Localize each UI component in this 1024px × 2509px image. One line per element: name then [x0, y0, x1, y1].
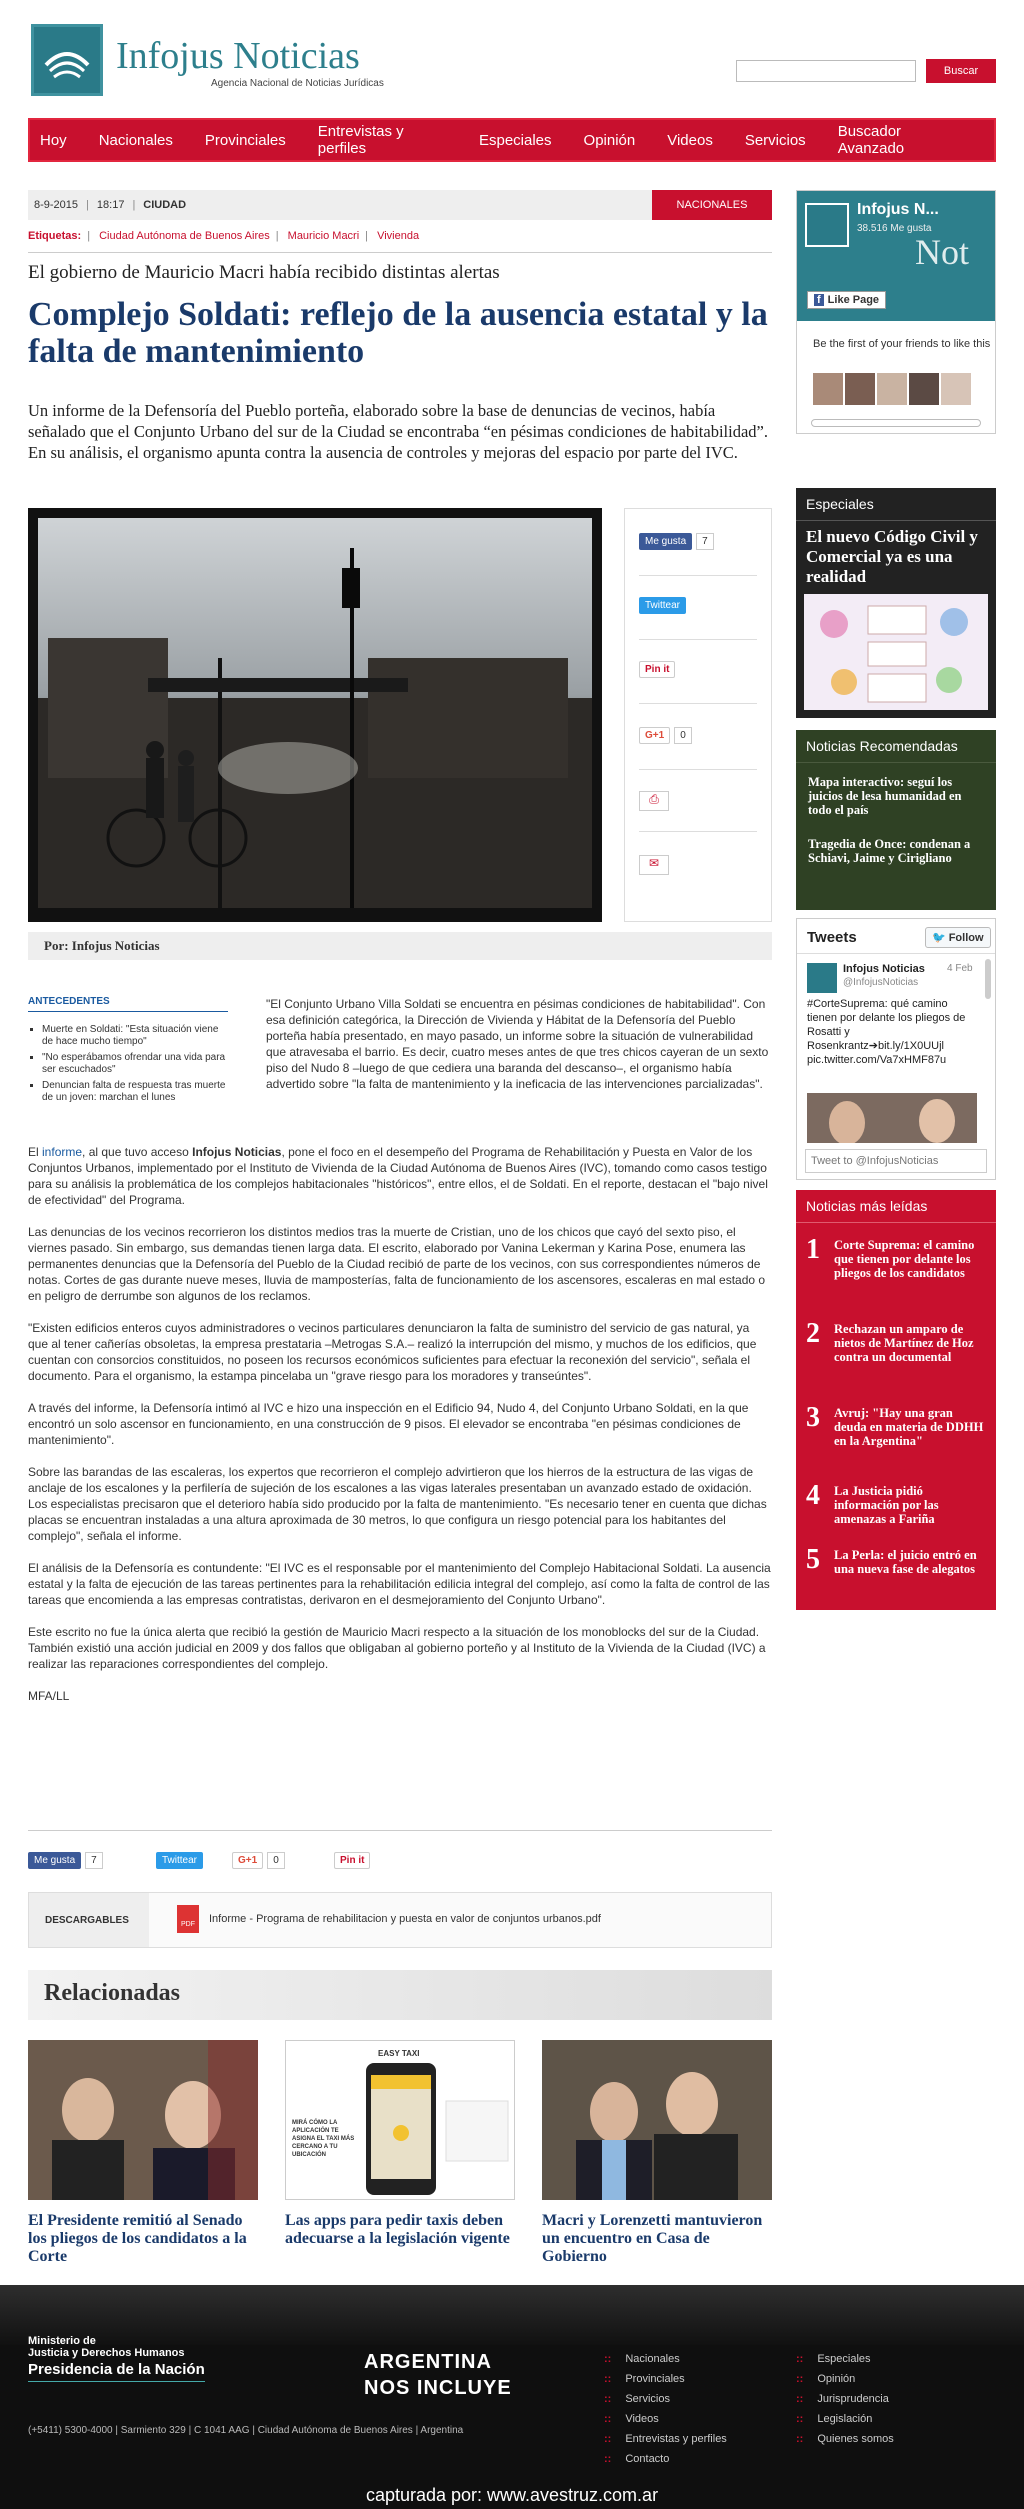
especiales-header: Especiales — [796, 488, 996, 521]
rank-number: 2 — [806, 1318, 820, 1349]
taxi-brand: EASY TAXI — [378, 2049, 420, 2058]
nav-entrevistas[interactable]: Entrevistas y perfiles — [317, 123, 404, 157]
footer-link[interactable]: :: Contacto — [604, 2449, 727, 2469]
footer-link[interactable]: :: Especiales — [796, 2349, 894, 2369]
antecedentes-box — [28, 996, 228, 1108]
mas-leida-item[interactable] — [796, 1480, 996, 1544]
mas-leida-item[interactable] — [796, 1318, 996, 1382]
article-lead: Un informe de la Defensoría del Pueblo porteña, elaborado sobre la base de denuncias de vecinos, había señalado que el Conjunto Urbano del sur de la Ciudad se encontraba “en pésimas condiciones de habitabilidad”. En su análisis, el organismo apunta contra la ausencia de controles y mejoras del espacio por parte del IVC. — [28, 401, 768, 462]
google-plus-button[interactable]: G+1 — [232, 1852, 263, 1869]
footer-link[interactable]: :: Legislación — [796, 2409, 894, 2429]
nav-especiales[interactable]: Especiales — [478, 131, 552, 149]
pinterest-button[interactable]: Pin it — [334, 1852, 370, 1869]
facebook-avatar[interactable] — [805, 203, 849, 247]
twitter-scrollbar[interactable] — [985, 959, 991, 999]
article-paragraph: El informe, al que tuvo acceso Infojus Noticias, pone el foco en el desempeño del Programa de Rehabilitación y Puesta en Valor de los Conjuntos Urbanos, implementado por el Instituto de Vivienda de la Ciudad Autónoma de Buenos Aires (IVC), tomando como casos testigo para su análisis la problemática de los complejos habitacionales "históricos", entre ellos, el de Soldati. En el reporte, destacan el "bajo nivel de efectividad" del Programa. — [28, 1145, 768, 1207]
pdf-icon: PDF — [177, 1905, 199, 1933]
downloads-box — [28, 1892, 772, 1948]
article-paragraph: Sobre las barandas de las escaleras, los expertos que recorrieron el complejo advirtieron que los hierros de la estructura de las vigas de anclaje de los escalones y la perfilería de sujeción de los escalones a las vigas laterales presentaban un avanzado estado de oxidación. Los especialistas precisaron que el deterioro había sido producido por la falta de mantenimiento. "Es necesario tener en cuenta que dichas placas se encuentran instaladas a una altura aproximada de 30 metros, lo que configura un riesgo potencial para los habitantes del complejo", señala el informe. — [28, 1465, 767, 1543]
mas-leida-link[interactable]: Corte Suprema: el camino que tienen por delante los pliegos de los candidatos — [834, 1238, 975, 1280]
presidencia-logo[interactable]: Presidencia de la Nación — [28, 2361, 205, 2382]
recomendada-link[interactable]: Mapa interactivo: seguí los juicios de lesa humanidad en todo el país — [808, 775, 962, 817]
article-date: 8-9-2015 — [34, 199, 79, 211]
facebook-icon: f — [814, 294, 824, 306]
mas-leida-link[interactable]: La Justicia pidió información por las amenazas a Fariña — [834, 1484, 939, 1526]
mas-leida-link[interactable]: Avruj: "Hay una gran deuda en materia de DDHH en la Argentina" — [834, 1406, 984, 1448]
related-image[interactable] — [28, 2040, 258, 2200]
antecedentes-title: ANTECEDENTES — [28, 996, 228, 1012]
mas-leida-link[interactable]: Rechazan un amparo de nietos de Martínez de Hoz contra un documental — [834, 1322, 974, 1364]
divider — [28, 252, 772, 253]
friend-avatar[interactable] — [813, 373, 843, 405]
related-image[interactable] — [285, 2040, 515, 2200]
pinterest-button[interactable]: Pin it — [639, 661, 675, 678]
search-button[interactable]: Buscar — [926, 59, 996, 83]
article-time: 18:17 — [96, 199, 125, 211]
related-card[interactable] — [542, 2040, 772, 2266]
antecedente-link[interactable]: ▪ Muerte en Soldati: "Esta situación viene de hace mucho tiempo" — [42, 1024, 228, 1048]
facebook-cover[interactable] — [797, 191, 995, 321]
nav-hoy[interactable]: Hoy — [40, 131, 67, 149]
main-nav — [28, 118, 996, 162]
recomendadas-header: Noticias Recomendadas — [796, 730, 996, 763]
twitter-bird-icon: 🐦 — [932, 932, 946, 944]
mas-leida-item[interactable] — [796, 1402, 996, 1466]
related-card[interactable] — [285, 2040, 515, 2248]
footer-link[interactable]: :: Nacionales — [604, 2349, 727, 2369]
facebook-like-page-button[interactable]: f Like Page — [807, 291, 886, 309]
article-paragraph: El análisis de la Defensoría es contundente: "El IVC es el responsable por el mantenimiento del Complejo Habitacional Soldati. La ausencia estatal y la falta de ejecución de las tareas pertinentes para la rehabilitación edilicia integral del complejo, así como la falta de control de las tareas que encomienda a las empresas contratistas, derivaron en el desmejoramiento del Conjunto Urbano". — [28, 1561, 771, 1607]
ministerio-logo[interactable]: Ministerio de Justicia y Derechos Humanos — [28, 2335, 185, 2359]
article-kicker: El gobierno de Mauricio Macri había recibido distintas alertas — [28, 262, 500, 283]
article-headline: Complejo Soldati: reflejo de la ausencia estatal y la falta de mantenimiento — [28, 296, 768, 370]
article-body — [28, 1144, 772, 1720]
friend-avatar[interactable] — [941, 373, 971, 405]
tags-label: Etiquetas: — [28, 230, 82, 242]
google-plus-button[interactable]: G+1 — [639, 727, 670, 744]
download-file-link[interactable]: Informe - Programa de rehabilitacion y puesta en valor de conjuntos urbanos.pdf — [209, 1913, 601, 1925]
capture-watermark: capturada por: www.avestruz.com.ar — [365, 2485, 659, 2505]
argentina-logo: ARGENTINA NOS INCLUYE — [364, 2351, 512, 2399]
downloads-label: DESCARGABLES — [29, 1893, 149, 1947]
article-paragraph: "Existen edificios enteros cuyos administradores o vecinos particulares denunciaron la falta de suministro del servicio de gas natural, ya que al tener cañerías obsoletas, la empresa prestataria –Metrogas S.A.– realizó la interrupción del mismo, y muchos de los edificios, que cuentan con consorcios constituidos, no poseen los recursos económicos suficientes para efectuar la reconexión del servicio", señala el documento. Para el organismo, la estampa pincelaba un "grave riesgo para los moradores y transeúntes". — [28, 1321, 757, 1383]
rank-number: 5 — [806, 1544, 820, 1575]
related-title[interactable]: Macri y Lorenzetti mantuvieron un encuentro en Casa de Gobierno — [542, 2212, 763, 2265]
tweet-image[interactable] — [807, 1093, 977, 1143]
footer-link[interactable]: :: Quienes somos — [796, 2429, 894, 2449]
related-title[interactable]: Las apps para pedir taxis deben adecuarse a la legislación vigente — [285, 2212, 510, 2247]
mas-leida-item[interactable] — [796, 1234, 996, 1298]
print-icon[interactable]: ⎙ — [639, 791, 669, 811]
footer-link[interactable]: :: Provinciales — [604, 2369, 727, 2389]
rank-number: 4 — [806, 1480, 820, 1511]
rank-number: 3 — [806, 1402, 820, 1433]
article-byline: Por: Infojus Noticias — [28, 932, 772, 960]
facebook-like-button[interactable]: Me gusta — [639, 533, 692, 550]
tag-link[interactable]: Mauricio Macri — [287, 230, 360, 242]
nav-provinciales[interactable]: Provinciales — [204, 131, 286, 149]
related-image[interactable] — [542, 2040, 772, 2200]
tweet-button[interactable]: Twittear — [639, 597, 686, 614]
facebook-page-widget — [796, 190, 996, 434]
article-paragraph: Las denuncias de los vecinos recorrieron los distintos medios tras la muerte de Cristian, uno de los chicos que cayó del sexto piso, el viernes pasado. Sin embargo, sus demandas tienen larga data. El escrito, elaborado por Vanina Lekerman y Karina Pose, enumera las permanentes denuncias que la Defensoría del Pueblo de la Ciudad recibió de parte de los vecinos, con sus correspondientes números de notas. Cortes de gas durante nueve meses, lluvia de mamposterías, falta de funcionamiento de los ascensores, escaleras en mal estado o en peligro de derrumbe son algunos de los reclamos. — [28, 1225, 766, 1303]
twitter-widget — [796, 918, 996, 1180]
footer-links-col1 — [604, 2349, 727, 2469]
tweet-date[interactable]: 4 Feb — [947, 963, 973, 974]
especiales-title[interactable]: El nuevo Código Civil y Comercial ya es una realidad — [806, 527, 978, 586]
logo-icon[interactable] — [31, 24, 103, 96]
tag-link[interactable]: Vivienda — [377, 230, 420, 242]
related-card[interactable] — [28, 2040, 258, 2266]
mas-leidas-header: Noticias más leídas — [796, 1190, 996, 1223]
tag-link[interactable]: Ciudad Autónoma de Buenos Aires — [99, 230, 270, 242]
section-badge[interactable]: NACIONALES — [652, 190, 772, 220]
facebook-cover-logo: Not — [915, 232, 969, 272]
taxi-text: MIRÁ CÓMO LA APLICACIÓN TE ASIGNA EL TAXI MÁS CERCANO A TU UBICACIÓN — [292, 2120, 355, 2158]
footer-link[interactable]: :: Videos — [604, 2409, 727, 2429]
rank-number: 1 — [806, 1234, 820, 1265]
tags-row: Etiquetas: | Ciudad Autónoma de Buenos Aires | Mauricio Macri | Vivienda — [28, 230, 420, 242]
tweet-handle[interactable]: @InfojusNoticias — [843, 977, 919, 988]
facebook-count: 7 — [696, 533, 714, 550]
nav-nacionales[interactable]: Nacionales — [98, 131, 173, 149]
footer-links-col2 — [796, 2349, 894, 2449]
article-photo — [28, 508, 602, 922]
especiales-widget — [796, 488, 996, 718]
site-footer — [0, 2285, 1024, 2509]
twitter-header: Tweets — [807, 929, 857, 946]
tweet-reply-input[interactable]: Tweet to @InfojusNoticias — [805, 1149, 987, 1173]
share-column — [624, 508, 772, 922]
article-paragraph: A través del informe, la Defensoría intimó al IVC e hizo una inspección en el Edificio 94, Nudo 4, del Conjunto Urbano Soldati, en la que encontró un solo ascensor en funcionamiento, en una construcción de 9 pisos. El elevador se encontraba "en pésimas condiciones de mantenimiento". — [28, 1401, 749, 1447]
article-meta: 8-9-2015 | 18:17 | CIUDAD — [28, 190, 772, 220]
article-city: CIUDAD — [143, 199, 187, 211]
facebook-page-name[interactable]: Infojus N... — [857, 201, 939, 218]
facebook-like-button[interactable]: Me gusta — [28, 1852, 81, 1869]
search-input[interactable] — [736, 60, 916, 82]
facebook-count: 7 — [85, 1852, 103, 1869]
article-paragraph: "El Conjunto Urbano Villa Soldati se encuentra en pésimas condiciones de habitabilidad". Con esa definición categórica, la Dirección de Vivienda y Hábitat de la Defensoría del Pueblo porteña había presentado, en mayo pasado, un informe sobre la situación de vulnerabilidad que atravesaba el barrio. Es decir, cuatro meses antes de que tres chicos cayeran de un sexto piso del Nudo 8 –luego de que cediera una baranda del descanso–, el organismo había advertido sobre "la falta de mantenimiento y la ineficacia de las intervenciones parcializadas". — [266, 997, 769, 1091]
facebook-friends-text: Be the first of your friends to like this — [813, 338, 991, 350]
related-header: Relacionadas — [28, 1970, 772, 2020]
nav-buscador[interactable]: Buscador Avanzado — [837, 123, 905, 157]
especiales-image[interactable] — [804, 594, 988, 710]
site-header — [28, 22, 998, 104]
tweet-button[interactable]: Twittear — [156, 1852, 203, 1869]
friend-avatar[interactable] — [909, 373, 939, 405]
recomendada-link[interactable]: Tragedia de Once: condenan a Schiavi, Jaime y Cirigliano — [808, 837, 971, 865]
recomendadas-widget — [796, 730, 996, 910]
facebook-scrollbar[interactable] — [811, 419, 981, 427]
logo-title[interactable]: Infojus Noticias — [116, 35, 360, 77]
friend-avatar[interactable] — [877, 373, 907, 405]
facebook-likes: 38.516 Me gusta — [857, 223, 932, 234]
related-title[interactable]: El Presidente remitió al Senado los pliegos de los candidatos a la Corte — [28, 2212, 247, 2265]
mas-leidas-widget — [796, 1190, 996, 1610]
informe-link[interactable]: informe — [42, 1145, 83, 1159]
article-paragraph: Este escrito no fue la única alerta que recibió la gestión de Mauricio Macri respecto a la situación de los monoblocks del sur de la Ciudad. También existió una acción judicial en 2009 y dos fallos que obligaban al gobierno porteño y al Instituto de la Vivienda de la Ciudad (IVC) a realizar las reparaciones correspondientes del complejo. — [28, 1625, 766, 1671]
tweet-text: #CorteSuprema: qué camino tienen por delante los pliegos de Rosatti y Rosenkrantz➔bit.ly/1X0UUjl pic.twitter.com/Va7xHMF87u — [807, 998, 966, 1066]
nav-videos[interactable]: Videos — [667, 131, 713, 149]
tweet-avatar[interactable] — [807, 963, 837, 993]
friend-avatar[interactable] — [845, 373, 875, 405]
footer-link[interactable]: :: Servicios — [604, 2389, 727, 2409]
footer-link[interactable]: :: Opinión — [796, 2369, 894, 2389]
google-plus-count: 0 — [267, 1852, 285, 1869]
antecedente-link[interactable]: ▪ "No esperábamos ofrendar una vida para ser escuchados" — [42, 1052, 228, 1076]
mas-leida-item[interactable] — [796, 1544, 996, 1608]
footer-link[interactable]: :: Entrevistas y perfiles — [604, 2429, 727, 2449]
mas-leida-link[interactable]: La Perla: el juicio entró en una nueva fase de alegatos — [834, 1548, 977, 1576]
nav-opinion[interactable]: Opinión — [583, 131, 636, 149]
footer-address: (+5411) 5300-4000 | Sarmiento 329 | C 1041 AAG | Ciudad Autónoma de Buenos Aires | Argentina — [28, 2425, 464, 2436]
antecedente-link[interactable]: ▪ Denuncian falta de respuesta tras muerte de un joven: marchan el lunes — [42, 1080, 228, 1104]
divider — [28, 1830, 772, 1831]
nav-servicios[interactable]: Servicios — [744, 131, 806, 149]
tweet-user[interactable]: Infojus Noticias — [843, 963, 925, 975]
article-signature: MFA/LL — [28, 1689, 70, 1703]
share-bar-bottom — [28, 1852, 772, 1876]
footer-link[interactable]: :: Jurisprudencia — [796, 2389, 894, 2409]
email-icon[interactable]: ✉ — [639, 855, 669, 875]
logo-subtitle: Agencia Nacional de Noticias Jurídicas — [211, 78, 384, 89]
twitter-follow-button[interactable]: 🐦 Follow — [925, 927, 991, 948]
google-plus-count: 0 — [674, 727, 692, 744]
